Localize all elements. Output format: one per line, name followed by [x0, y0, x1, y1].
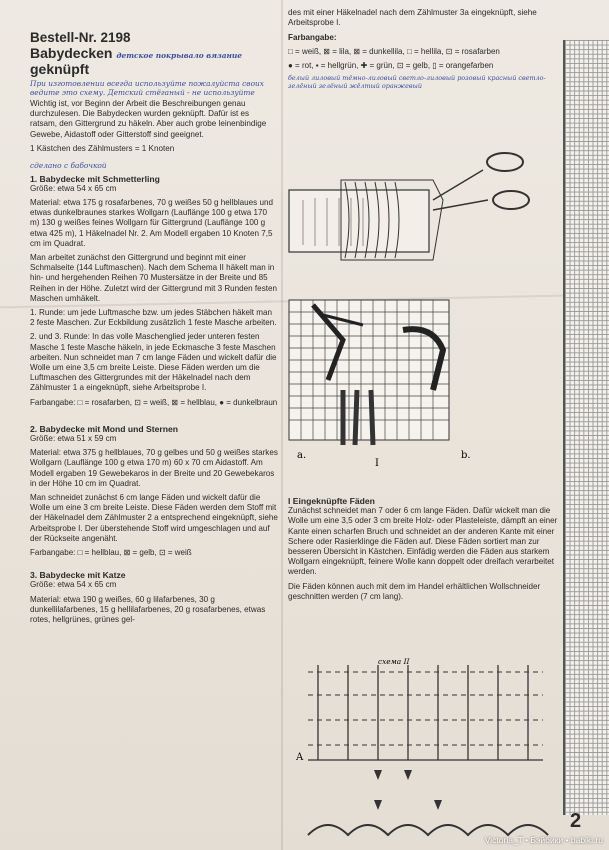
right-color-legend-label: Farbangabe:: [288, 33, 337, 43]
section-i-title: I Eingeknüpfte Fäden: [288, 496, 375, 506]
label-a: a.: [297, 450, 307, 461]
section3-size: Größe: etwa 54 x 65 cm: [30, 580, 117, 590]
section1-material: Material: etwa 175 g rosafarbenes, 70 g weißes 50 g hellblaues und etwas dunkelbraunes starkes Wollgarn (Lauflänge 100 g etwa 170 m) 130 g weißes feines Wollgarn für Gittergrund (Lauflänge 100 g etwa 425 m), 1 Häkelnadel Nr. 2. Am Modell ergaben 10 Knoten 7,5 cm im Quadrat.: [30, 197, 273, 248]
right-lower-text: [288, 490, 560, 606]
page-number: 2: [570, 810, 582, 832]
schema-ii-diagram: [288, 650, 558, 850]
right-column: [288, 8, 560, 90]
handwritten-color-translations: белый лиловый тёмно-лиловый светло-лиловый розовый красный светло-зелёный зелёный жёлтый оранжевый: [288, 74, 546, 90]
counting-chart-grid: [563, 40, 609, 815]
title-line-2: geknüpft: [30, 61, 90, 77]
handwritten-schema-label: схема II: [378, 657, 410, 666]
section3-material: Material: etwa 190 g weißes, 60 g lilafarbenes, 30 g dunkellilafarbenes, 15 g hellilafarbenes, 20 g rosafarbenes, etwas rotes, hellgrünes, grünes gel-: [30, 594, 266, 625]
right-color-legend-line-2: ● = rot, ▪ = hellgrün, ✚ = grün, ⊡ = gelb, ▯ = orangefarben: [288, 60, 494, 70]
grid-knot-drawing: [289, 300, 449, 445]
section2-size: Größe: etwa 51 x 59 cm: [30, 433, 117, 443]
order-number: Bestell-Nr. 2198: [30, 30, 131, 45]
section2-material: Material: etwa 375 g hellblaues, 70 g gelbes und 50 g weißes starkes Wollgarn (Lauflänge 100 g etwa 170 m) 60 x 70 cm Aidastoff. Am Modell ergaben 19 Gewebekaros in der Breite und 20 Gewebekaros in der Höhe 10 cm im Quadrat.: [30, 448, 278, 488]
watermark: Victoria_T • Бэйбики • babiki.ru: [484, 835, 603, 845]
scissors-strip-drawing: [289, 153, 529, 260]
label-A: A: [296, 752, 304, 763]
section2-color-legend: Farbangabe: □ = hellblau, ⊠ = gelb, ⊡ = weiß: [30, 548, 192, 558]
section-i-text-1: Zunächst schneidet man 7 oder 6 cm lange Fäden. Dafür wickelt man die Wolle um eine 3,5 oder 3 cm breite Holz- oder Plasteleiste, dämpft an einer Kante einen scharfen Bruch und schneidet an der anderen Kante mit einer Schere oder Rasierklinge die Fäden auf. Diese Fäden sortiert man zur besseren Übersicht in Kästchen. Einfädig werden die Fäden aus starkem Wollgarn eingeknüpft, feinere Wolle kann doppelt oder dreifach verarbeitet werden.: [288, 506, 558, 577]
section1-color-legend: Farbangabe: □ = rosafarben, ⊡ = weiß, ⊠ = hellblau, ● = dunkelbraun: [30, 397, 278, 407]
title-line-1: Babydecken детское покрывало вязание: [30, 45, 242, 61]
left-column: [30, 30, 278, 629]
section3-title: 3. Babydecke mit Katze: [30, 570, 126, 581]
section1-text-3: 2. und 3. Runde: In das volle Maschenglied jeder unteren festen Masche 1 feste Masche häkeln, in jede Eckmasche 3 feste Maschen arbeiten. Nun schneidet man 7 cm lange Fäden und wickelt dafür die Wolle um eine 3,5 cm breite Leiste. Diese Fäden werden um die Luftmaschen des Gittergrundes mit der Häkelnadel nach dem Zählmuster 1 a eingeknüpft, siehe Arbeitsprobe I.: [30, 332, 277, 393]
intro-text: Wichtig ist, vor Beginn der Arbeit die Beschreibungen genau durchzulesen. Die Babydecken wurden geknüpft. Dafür ist es ratsam, den Gittergrund zu häkeln. Aber auch grobe leinenbindige Gewebe, Aidastoff oder Gitterstoff sind geeignet.: [30, 99, 267, 139]
section2-title: 2. Babydecke mit Mond und Sternen: [30, 423, 179, 434]
section1-text-1: Man arbeitet zunächst den Gittergrund und beginnt mit einer Schmalseite (144 Luftmaschen). Nach dem Schema II häkelt man in hin- und hergehenden Reihen 70 Mustersätze in der Breite und 85 Reihen in der Höhe. Zuletzt wird der Gittergrund mit 3 Runden festen Maschen umhäkelt.: [30, 252, 277, 303]
handwritten-title-note: детское покрывало вязание: [116, 51, 242, 60]
label-b: b.: [461, 450, 471, 461]
handwritten-s1-note: сделано с бабочкой: [30, 161, 107, 171]
section1-title: 1. Babydecke mit Schmetterling: [30, 173, 160, 184]
section1-size: Größe: etwa 54 x 65 cm: [30, 183, 117, 193]
handwritten-intro-note: При изготовлении всегда используйте пожалуйста своих ведите это схему. Детский стёганый - не используйте: [30, 79, 264, 97]
continuation-text: des mit einer Häkelnadel nach dem Zählmuster 3a eingeknüpft, siehe Arbeitsprobe I.: [288, 8, 537, 28]
kaestchen-note: 1 Kästchen des Zählmusters = 1 Knoten: [30, 143, 175, 153]
knotting-illustration: [283, 140, 553, 485]
section1-text-2: 1. Runde: um jede Luftmasche bzw. um jedes Stäbchen häkelt man 2 feste Maschen. Zur Eckbildung zusätzlich 1 feste Masche arbeiten.: [30, 307, 277, 328]
right-color-legend-line-1: □ = weiß, ⊠ = lila, ⊠ = dunkellila, □ = hellila, ⊡ = rosafarben: [288, 46, 500, 56]
section2-text: Man schneidet zunächst 6 cm lange Fäden und wickelt dafür die Wolle um eine 3 cm breite Leiste. Diese Fäden werden dem Stoff mit der Häkelnadel dem Zählmuster 2 a entsprechend eingeknüpft, siehe Arbeitsprobe I. Der überstehende Stoff wird umgeschlagen und auf der Rückseite angenäht.: [30, 493, 278, 543]
label-i: I: [375, 458, 379, 469]
section-i-text-2: Die Fäden können auch mit dem im Handel erhältlichen Wollschneider geschnitten werden (7 cm lang).: [288, 581, 541, 601]
